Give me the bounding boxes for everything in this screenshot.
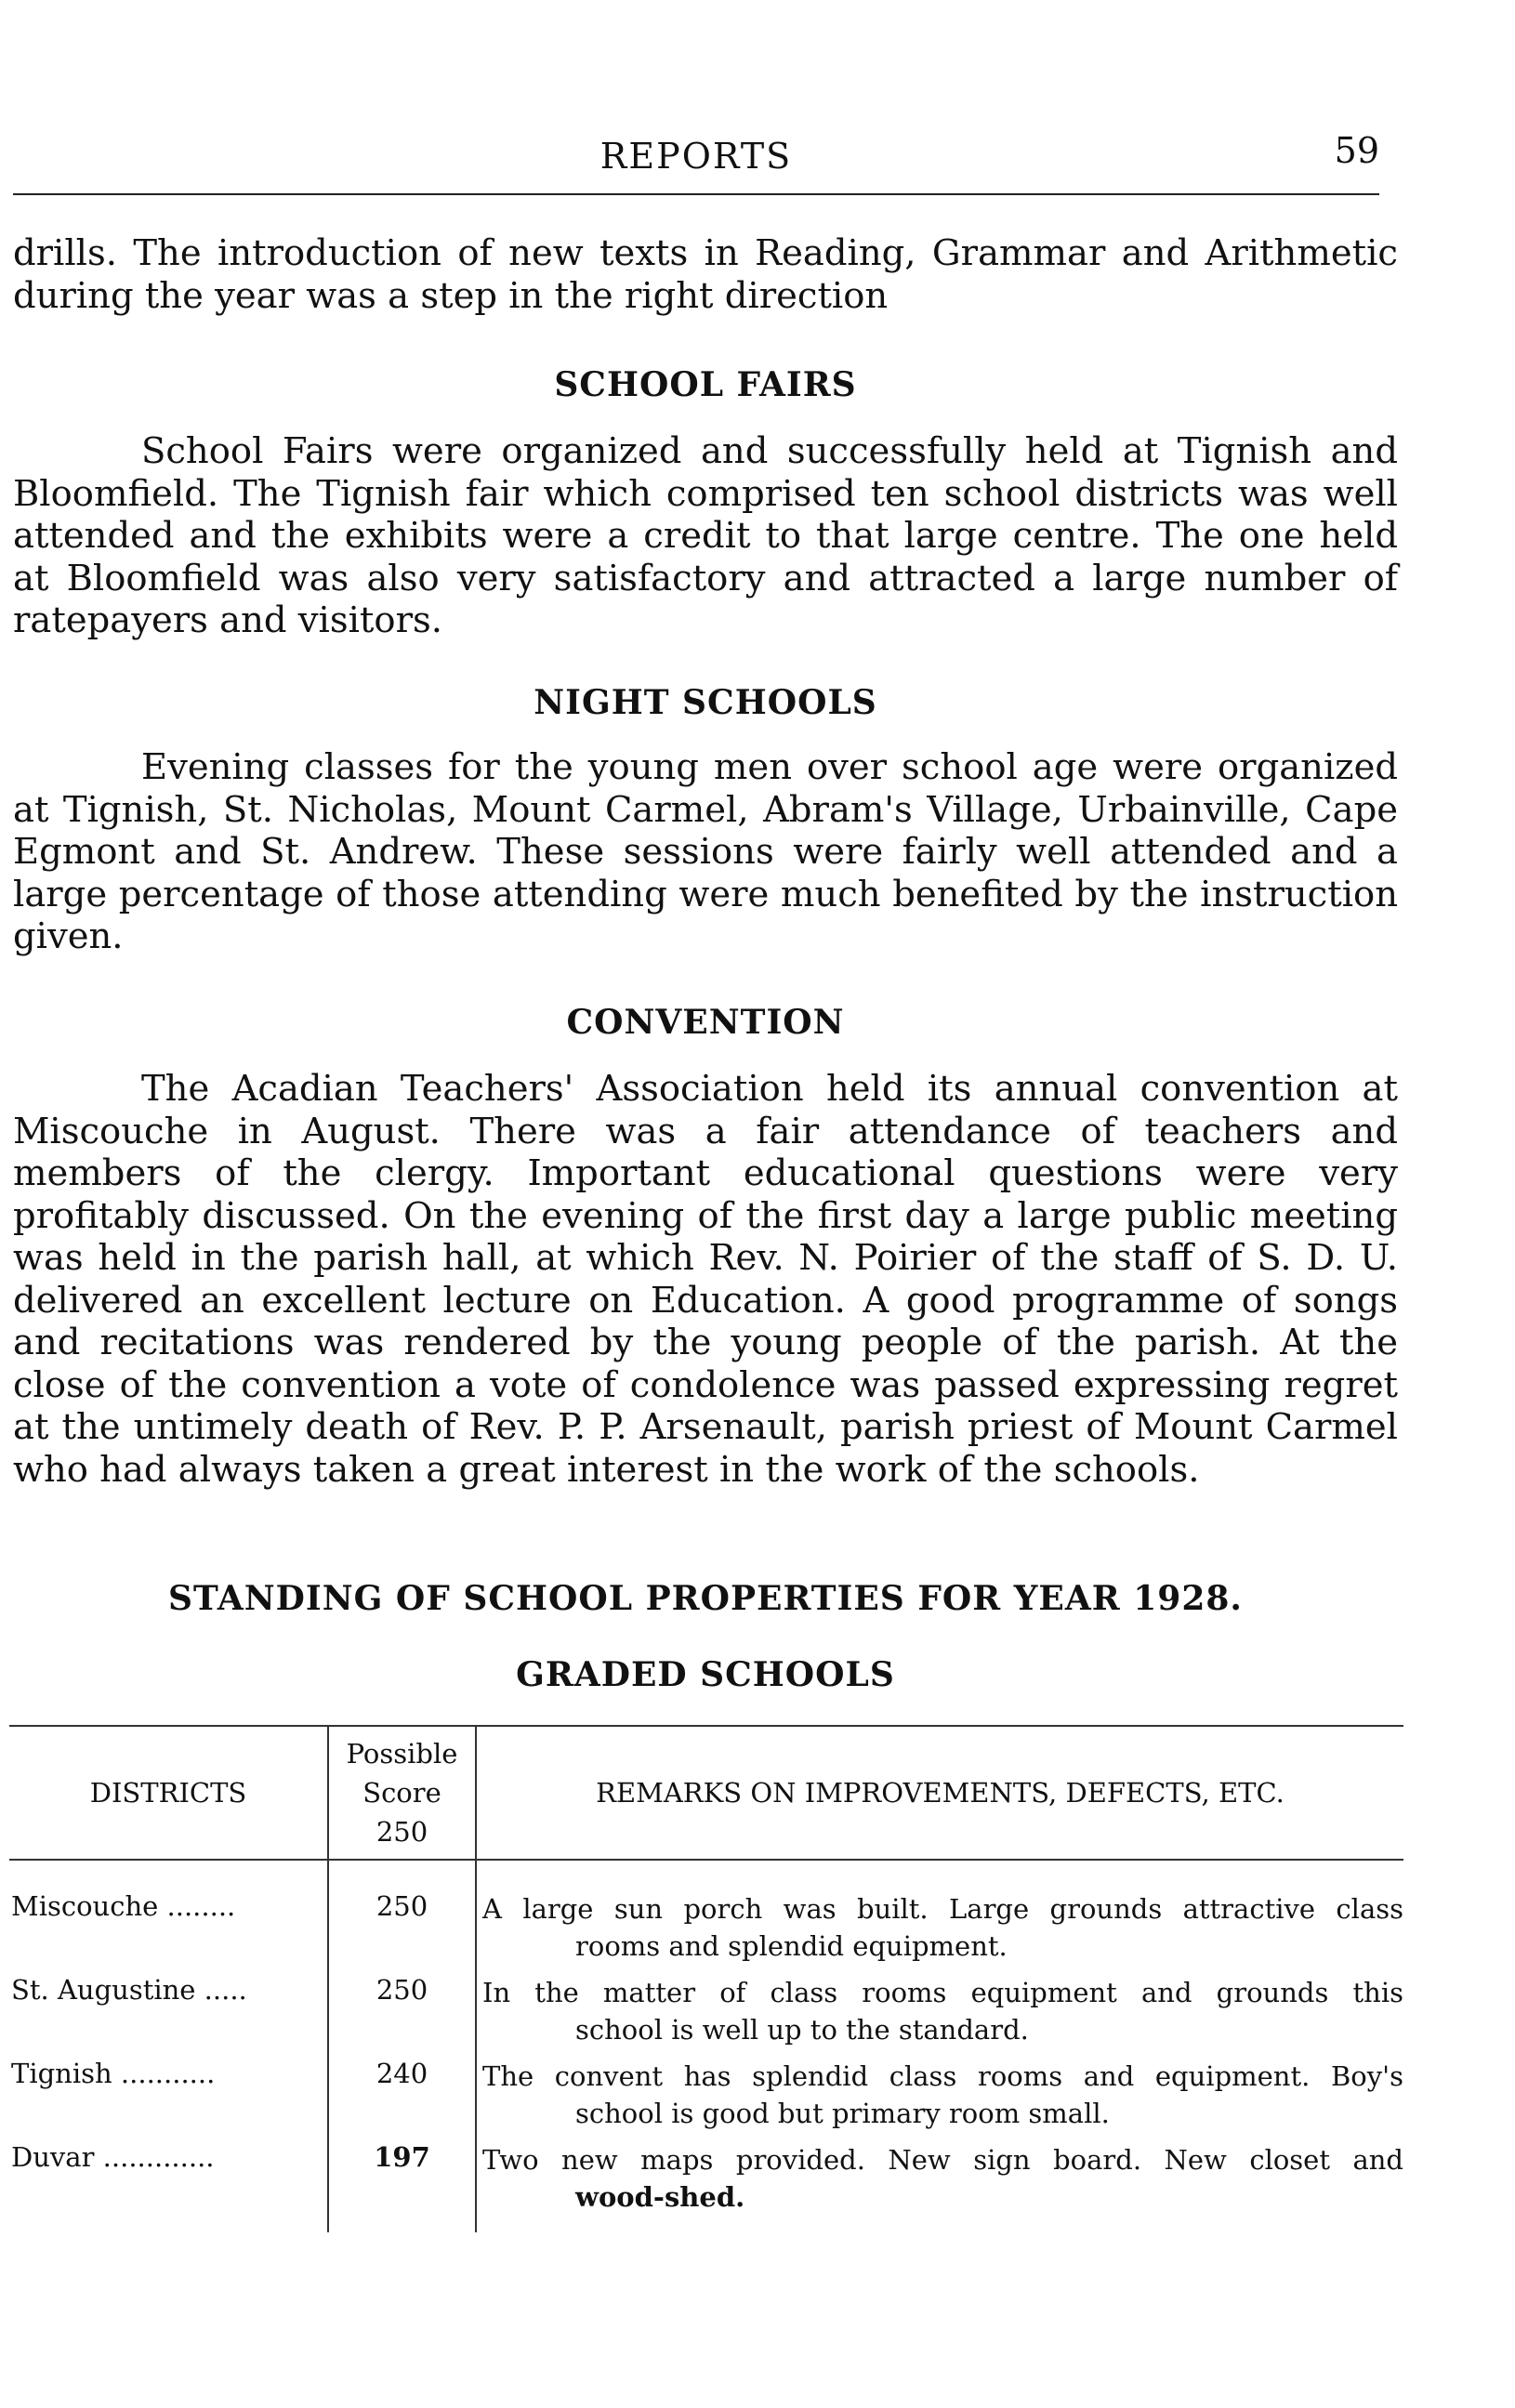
score-cell: 197 — [328, 2138, 476, 2232]
table-spacer-row — [9, 1860, 1403, 1887]
paragraph-convention: The Acadian Teachers' Association held its annual convention at Miscouche in August. There was a fair attendance of teachers and members of the clergy. Important educational questions were very profitably discussed. On the evening of the first day a large public meeting was held in the parish hall, at which Rev. N. Poirier of the staff of S. D. U. delivered an excellent lecture on Education. A good programme of songs and recitations was rendered by the young people of the parish. At the close of the convention a vote of condolence was passed expressing regret at the untimely death of Rev. P. P. Arsenault, parish priest of Mount Carmel who had always taken a great interest in the work of the schools. — [13, 1068, 1398, 1491]
score-cell: 250 — [328, 1970, 476, 2054]
column-header-score — [328, 1726, 476, 1860]
remarks-line: wood-shed. — [575, 2181, 745, 2213]
paragraph-school-fairs: School Fairs were organized and successfully held at Tignish and Bloomfield. The Tignish fair which comprised ten school districts was well attended and the exhibits were a credit to that large centre. The one held at Bloomfield was also very satisfactory and attracted a large number of ratepayers and visitors. — [13, 430, 1398, 641]
remarks-line: A large sun porch was built. Large grounds attractive class — [482, 1893, 1403, 1925]
column-header-remarks: REMARKS ON IMPROVEMENTS, DEFECTS, ETC. — [476, 1726, 1403, 1860]
table-row — [9, 2054, 1403, 2138]
remarks-line: Two new maps provided. New sign board. New closet and — [482, 2144, 1403, 2176]
heading-convention: CONVENTION — [566, 1003, 845, 1042]
heading-standing: STANDING OF SCHOOL PROPERTIES FOR YEAR 1928. — [168, 1579, 1243, 1618]
column-header-districts: DISTRICTS — [9, 1726, 328, 1860]
running-title: REPORTS — [599, 136, 793, 177]
district-cell: Tignish ........... — [11, 2058, 216, 2089]
remarks-line: school is good but primary room small. — [575, 2098, 1110, 2129]
score-header-line3: 250 — [375, 1816, 428, 1848]
score-cell: 250 — [328, 1887, 476, 1970]
district-cell: Duvar ............. — [11, 2141, 215, 2173]
paragraph-night-schools: Evening classes for the young men over school age were organized at Tignish, St. Nicholas, Mount Carmel, Abram's Village, Urbainville, Cape Egmont and St. Andrew. These sessions were fairly well attended and a large percentage of those attending were much benefited by the instruction given. — [13, 746, 1398, 957]
remarks-line: rooms and splendid equipment. — [575, 1930, 1008, 1962]
district-cell: St. Augustine ..... — [11, 1974, 247, 2006]
table-header-row — [9, 1726, 1403, 1860]
table-row — [9, 1970, 1403, 2054]
heading-night-schools: NIGHT SCHOOLS — [534, 683, 877, 722]
school-properties-table — [9, 1725, 1403, 2232]
heading-graded-schools: GRADED SCHOOLS — [516, 1655, 895, 1694]
table-row — [9, 1887, 1403, 1970]
remarks-line: In the matter of class rooms equipment and grounds this — [482, 1977, 1403, 2008]
remarks-cell — [476, 1970, 1403, 2054]
remarks-line: The convent has splendid class rooms and equipment. Boy's — [482, 2060, 1403, 2092]
heading-school-fairs: SCHOOL FAIRS — [554, 365, 857, 404]
score-cell: 240 — [328, 2054, 476, 2138]
remarks-cell — [476, 2054, 1403, 2138]
running-header — [13, 130, 1379, 195]
table-row — [9, 2138, 1403, 2232]
remarks-line: school is well up to the standard. — [575, 2014, 1029, 2046]
district-cell: Miscouche ........ — [11, 1890, 236, 1922]
remarks-cell — [476, 1887, 1403, 1970]
score-header-line1: Possible — [346, 1738, 458, 1770]
page-number: 59 — [1334, 130, 1379, 171]
intro-paragraph: drills. The introduction of new texts in Reading, Grammar and Arithmetic during the year was a step in the right direction — [13, 232, 1398, 317]
score-header-line2: Score — [362, 1777, 441, 1809]
remarks-cell — [476, 2138, 1403, 2232]
